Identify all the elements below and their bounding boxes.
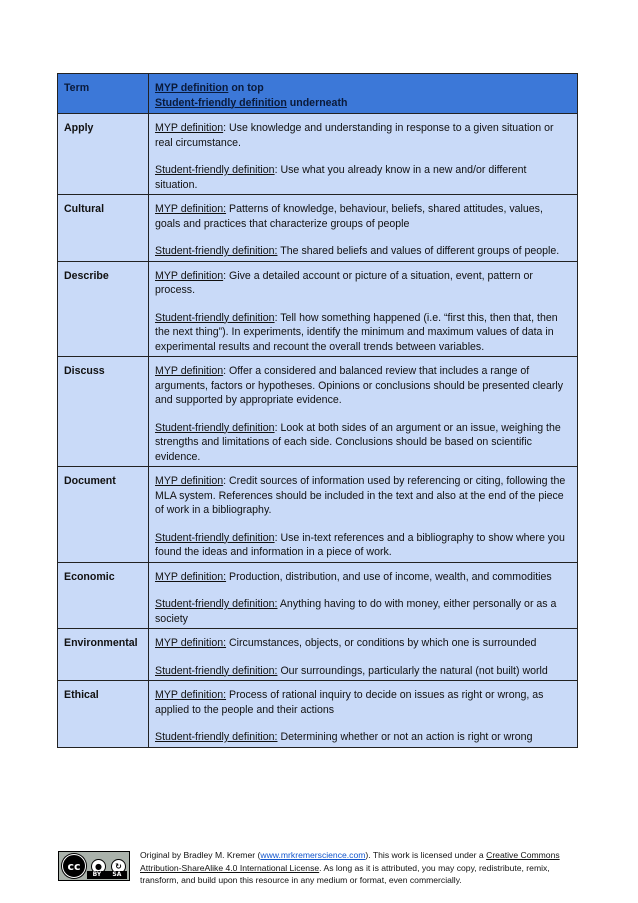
- myp-definition-text: Patterns of knowledge, behaviour, beliefs, shared attitudes, values, goals and practices that characterize groups of people: [155, 203, 543, 230]
- license-link-1[interactable]: Creative Commons: [486, 850, 560, 860]
- table-row-describe: [58, 261, 578, 357]
- student-definition-text: : Use in-text references and a bibliography to show where you found the ideas and information in a piece of work.: [155, 531, 565, 558]
- student-definition: [155, 664, 571, 679]
- license-text: [140, 849, 580, 887]
- student-definition: [155, 421, 571, 465]
- table-header-row: [58, 74, 578, 114]
- term-cell: [58, 467, 149, 563]
- myp-definition-label: MYP definition:: [155, 689, 227, 701]
- header-term-cell: [58, 74, 149, 114]
- header-student-suffix: underneath: [286, 96, 348, 109]
- myp-definition: [155, 688, 571, 717]
- student-definition-text: Anything having to do with money, either personally or as a society: [155, 598, 557, 625]
- share-alike-icon: ↻: [111, 859, 126, 874]
- term-name: Document: [64, 475, 116, 487]
- myp-definition-text: : Use knowledge and understanding in response to a given situation or real circumstance.: [155, 122, 554, 149]
- student-definition-label: Student-friendly definition: [155, 421, 275, 434]
- table-row-economic: [58, 562, 578, 629]
- student-definition-text: Our surroundings, particularly the natural (not built) world: [277, 664, 548, 677]
- badge-labels: [87, 871, 127, 879]
- student-definition-text: The shared beliefs and values of different groups of people.: [277, 245, 560, 257]
- table-row-apply: [58, 114, 578, 195]
- student-definition-text: Determining whether or not an action is right or wrong: [277, 731, 533, 743]
- student-definition-label: Student-friendly definition:: [155, 245, 278, 257]
- header-definition-cell: [149, 74, 578, 114]
- license-text-3: . As long as it is attributed, you may copy, redistribute, remix, transform, and build upon this resource in any medium or format, even commercially.: [140, 862, 550, 885]
- term-cell: [58, 681, 149, 748]
- student-definition-label: Student-friendly definition: [155, 164, 275, 176]
- myp-definition-text: Production, distribution, and use of income, wealth, and commodities: [226, 570, 552, 583]
- definition-cell: [149, 629, 578, 681]
- table-row-document: [58, 467, 578, 563]
- badge-by-label: BY: [92, 871, 102, 878]
- student-definition-text: : Use what you already know in a new and/or different situation.: [155, 164, 527, 191]
- license-link-2[interactable]: Attribution-ShareAlike 4.0 International License: [140, 862, 320, 873]
- term-name: Ethical: [64, 689, 99, 701]
- term-cell: [58, 114, 149, 195]
- myp-definition-label: MYP definition: [155, 475, 224, 487]
- term-cell: [58, 562, 149, 629]
- definition-cell: [149, 357, 578, 467]
- myp-definition: [155, 364, 571, 408]
- table-row-environmental: [58, 629, 578, 681]
- myp-definition-label: MYP definition: [155, 122, 224, 134]
- myp-definition: [155, 636, 571, 651]
- myp-definition: [155, 570, 571, 585]
- definition-cell: [149, 681, 578, 748]
- myp-definition-label: MYP definition:: [155, 203, 227, 215]
- myp-definition-label: MYP definition:: [155, 570, 227, 583]
- student-definition-label: Student-friendly definition: [155, 531, 275, 544]
- myp-definition-label: MYP definition: [155, 269, 224, 282]
- myp-definition: [155, 121, 571, 150]
- myp-definition-text: Process of rational inquiry to decide on issues as right or wrong, as applied to the people and their actions: [155, 689, 544, 716]
- definition-cell: [149, 467, 578, 563]
- definition-cell: [149, 261, 578, 357]
- student-definition: [155, 730, 571, 745]
- cc-logo-icon: cc: [62, 854, 86, 878]
- license-text-2: ). This work is licensed under a: [365, 850, 487, 860]
- student-definition-text: : Tell how something happened (i.e. “first this, then that, then the next thing”). In experiments, identify the minimum and maximum values of data in experimental results and recount the overall trends between variables.: [155, 311, 558, 353]
- myp-definition-label: MYP definition: [155, 365, 224, 377]
- table-row-discuss: [58, 357, 578, 467]
- student-definition-label: Student-friendly definition:: [155, 598, 278, 610]
- table-row-ethical: [58, 681, 578, 748]
- term-name: Apply: [64, 122, 94, 134]
- myp-definition-text: : Credit sources of information used by referencing or citing, following the MLA system. References should be included in the text and also at the end of the piece of work in a bibliography.: [155, 475, 566, 516]
- term-name: Discuss: [64, 365, 105, 377]
- student-definition-text: : Look at both sides of an argument or an issue, weighing the strengths and limitations of each side. Conclusions should be based on scientific evidence.: [155, 421, 561, 463]
- myp-definition: [155, 202, 571, 231]
- myp-definition-text: : Offer a considered and balanced review that includes a range of arguments, factors or hypotheses. Opinions or conclusions should be presented clearly and supported by appropriate evidence.: [155, 365, 564, 406]
- term-cell: [58, 629, 149, 681]
- definition-cell: [149, 562, 578, 629]
- myp-definition-text: Circumstances, objects, or conditions by which one is surrounded: [226, 637, 537, 649]
- definition-cell: [149, 114, 578, 195]
- term-cell: [58, 357, 149, 467]
- header-myp-label: MYP definition: [155, 82, 229, 94]
- myp-definition-text: : Give a detailed account or picture of a situation, event, pattern or process.: [155, 269, 533, 296]
- student-definition-label: Student-friendly definition:: [155, 664, 278, 677]
- term-name: Economic: [64, 570, 115, 583]
- student-definition: [155, 597, 571, 626]
- term-cell: [58, 195, 149, 262]
- table-row-cultural: [58, 195, 578, 262]
- myp-definition: [155, 474, 571, 518]
- student-definition: [155, 244, 571, 259]
- header-myp-suffix: on top: [228, 82, 264, 94]
- website-link[interactable]: www.mrkremerscience.com: [260, 850, 366, 860]
- creative-commons-by-sa-badge: [58, 851, 130, 881]
- myp-definition-label: MYP definition:: [155, 637, 227, 649]
- student-definition: [155, 531, 571, 560]
- student-definition-label: Student-friendly definition:: [155, 731, 278, 743]
- term-name: Environmental: [64, 637, 138, 649]
- header-term: Term: [64, 82, 90, 94]
- term-cell: [58, 261, 149, 357]
- student-definition: [155, 163, 571, 192]
- myp-definition: [155, 269, 571, 298]
- license-footer: [58, 849, 578, 889]
- license-text-1: Original by Bradley M. Kremer (: [140, 850, 261, 860]
- header-student-label: Student-friendly definition: [155, 96, 287, 109]
- term-name: Describe: [64, 269, 109, 282]
- student-definition-label: Student-friendly definition: [155, 311, 275, 324]
- definitions-table: [57, 73, 578, 748]
- attribution-person-icon: ●: [91, 859, 106, 874]
- badge-sa-label: SA: [112, 871, 122, 878]
- student-definition: [155, 311, 571, 355]
- definition-cell: [149, 195, 578, 262]
- term-name: Cultural: [64, 203, 105, 215]
